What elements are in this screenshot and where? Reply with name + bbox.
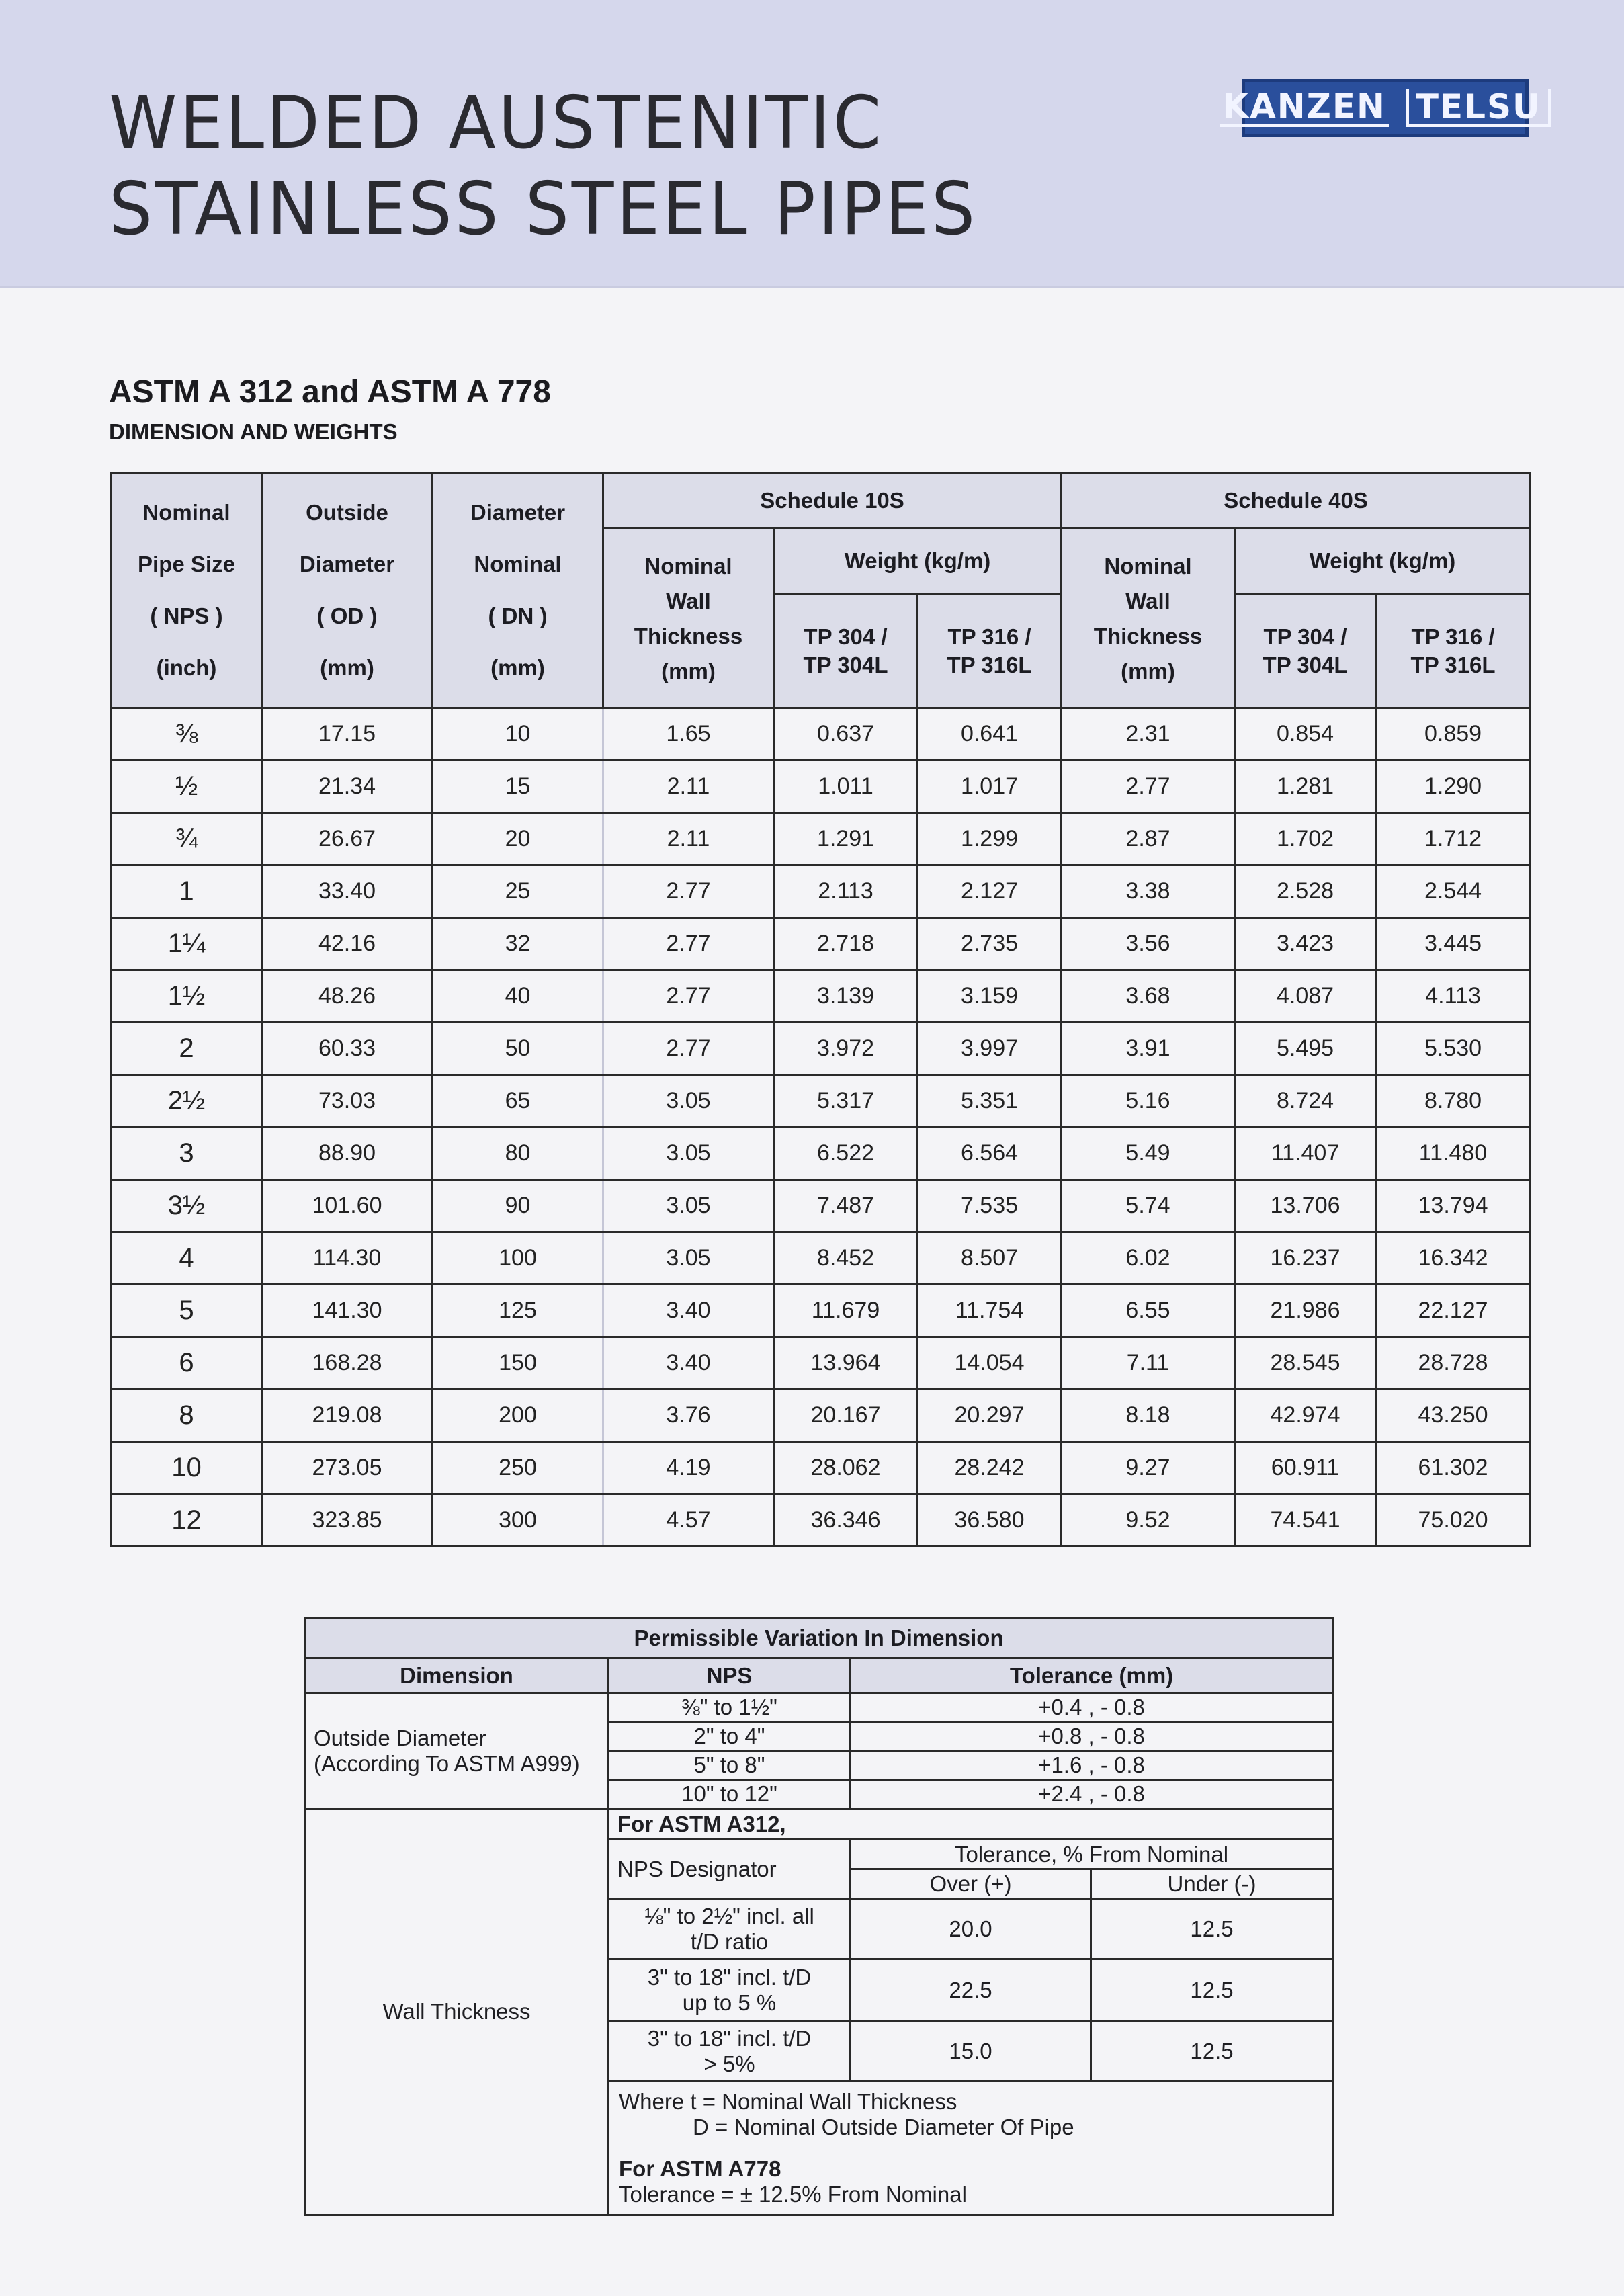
note-line: Where t = Nominal Wall Thickness xyxy=(619,2089,957,2114)
header-dn-line: ( DN ) xyxy=(488,603,548,629)
header-weight-10s: Weight (kg/m) xyxy=(774,528,1062,594)
header-nps-line: (inch) xyxy=(156,655,217,681)
header-od-line: (mm) xyxy=(320,655,374,681)
cell-nominal-diameter: 32 xyxy=(433,918,603,970)
od-nps: 2" to 4" xyxy=(609,1722,851,1751)
dimension-table-body xyxy=(112,708,1531,1547)
header-nps xyxy=(112,473,262,708)
wall-under: 12.5 xyxy=(1091,1959,1333,2021)
note-line: D = Nominal Outside Diameter Of Pipe xyxy=(693,2115,1074,2139)
cell-wall-40s: 7.11 xyxy=(1062,1337,1235,1390)
cell-nominal-diameter: 250 xyxy=(433,1442,603,1494)
cell-nps: 2½ xyxy=(112,1075,262,1128)
table-row xyxy=(112,1337,1531,1390)
od-label-line: Outside Diameter xyxy=(314,1725,486,1750)
cell-weight-304-10s: 6.522 xyxy=(774,1128,918,1180)
header-wall-line: Nominal xyxy=(1104,553,1192,579)
cell-outside-diameter: 48.26 xyxy=(262,970,433,1023)
cell-nps: ⅜ xyxy=(112,708,262,761)
wall-nps xyxy=(609,1899,851,1959)
cell-outside-diameter: 26.67 xyxy=(262,813,433,865)
wall-under: 12.5 xyxy=(1091,1899,1333,1959)
note-spacer xyxy=(619,2140,1322,2156)
tolerance-from-nominal: Tolerance, % From Nominal xyxy=(851,1840,1333,1869)
header-tp-line: TP 304L xyxy=(803,652,888,677)
cell-nps: 2 xyxy=(112,1023,262,1075)
table-row xyxy=(112,1390,1531,1442)
cell-weight-316-40s: 2.544 xyxy=(1376,865,1531,918)
cell-wall-10s: 3.05 xyxy=(603,1232,774,1285)
table-row xyxy=(112,1128,1531,1180)
cell-outside-diameter: 21.34 xyxy=(262,761,433,813)
wall-nps xyxy=(609,1959,851,2021)
header-tp-line: TP 316 / xyxy=(1411,624,1495,649)
dimension-weights-table xyxy=(110,472,1531,1547)
table-row xyxy=(112,865,1531,918)
cell-wall-10s: 3.76 xyxy=(603,1390,774,1442)
cell-outside-diameter: 323.85 xyxy=(262,1494,433,1547)
nps-designator: NPS Designator xyxy=(609,1840,851,1899)
wall-nps-line: up to 5 % xyxy=(682,1990,777,2015)
table-row xyxy=(112,708,1531,761)
table-row xyxy=(112,1075,1531,1128)
cell-wall-10s: 2.11 xyxy=(603,761,774,813)
col-tolerance: Tolerance (mm) xyxy=(851,1658,1333,1693)
cell-wall-10s: 3.40 xyxy=(603,1285,774,1337)
cell-nps: 3½ xyxy=(112,1180,262,1232)
cell-outside-diameter: 60.33 xyxy=(262,1023,433,1075)
wall-nps-line: > 5% xyxy=(703,2051,755,2076)
col-dimension: Dimension xyxy=(305,1658,609,1693)
cell-nominal-diameter: 50 xyxy=(433,1023,603,1075)
cell-weight-304-40s: 0.854 xyxy=(1235,708,1376,761)
cell-weight-316-10s: 2.735 xyxy=(918,918,1062,970)
cell-weight-316-10s: 1.017 xyxy=(918,761,1062,813)
wall-nps-line: t/D ratio xyxy=(690,1928,769,1954)
header-wall-line: Nominal xyxy=(644,553,732,579)
cell-weight-316-10s: 36.580 xyxy=(918,1494,1062,1547)
wall-thickness-label: Wall Thickness xyxy=(305,1809,609,2215)
cell-weight-316-10s: 28.242 xyxy=(918,1442,1062,1494)
cell-wall-10s: 3.05 xyxy=(603,1075,774,1128)
header-dn-line: Nominal xyxy=(474,551,562,577)
od-nps: 10" to 12" xyxy=(609,1780,851,1809)
header-weight-40s: Weight (kg/m) xyxy=(1235,528,1531,594)
cell-weight-304-10s: 36.346 xyxy=(774,1494,918,1547)
header-nps-line: Nominal xyxy=(142,499,230,525)
wall-over: 20.0 xyxy=(851,1899,1091,1959)
brand-logo xyxy=(1222,79,1541,137)
cell-nominal-diameter: 90 xyxy=(433,1180,603,1232)
cell-wall-40s: 5.49 xyxy=(1062,1128,1235,1180)
under-label: Under (-) xyxy=(1091,1869,1333,1899)
cell-weight-316-10s: 1.299 xyxy=(918,813,1062,865)
cell-weight-304-40s: 13.706 xyxy=(1235,1180,1376,1232)
cell-nominal-diameter: 80 xyxy=(433,1128,603,1180)
cell-nominal-diameter: 200 xyxy=(433,1390,603,1442)
cell-weight-316-40s: 75.020 xyxy=(1376,1494,1531,1547)
cell-wall-10s: 2.11 xyxy=(603,813,774,865)
cell-weight-316-40s: 28.728 xyxy=(1376,1337,1531,1390)
header-tp-line: TP 316 / xyxy=(947,624,1031,649)
cell-weight-316-10s: 6.564 xyxy=(918,1128,1062,1180)
cell-weight-304-40s: 21.986 xyxy=(1235,1285,1376,1337)
variation-title: Permissible Variation In Dimension xyxy=(305,1618,1333,1658)
cell-weight-304-10s: 3.972 xyxy=(774,1023,918,1075)
cell-wall-40s: 3.38 xyxy=(1062,865,1235,918)
cell-weight-316-40s: 3.445 xyxy=(1376,918,1531,970)
table-row xyxy=(112,1285,1531,1337)
header-schedule-40s: Schedule 40S xyxy=(1062,473,1531,528)
cell-nominal-diameter: 10 xyxy=(433,708,603,761)
cell-outside-diameter: 141.30 xyxy=(262,1285,433,1337)
header-od-line: ( OD ) xyxy=(316,603,378,629)
header-tp-line: TP 304L xyxy=(1263,652,1348,677)
cell-weight-316-10s: 11.754 xyxy=(918,1285,1062,1337)
cell-nps: 4 xyxy=(112,1232,262,1285)
cell-wall-10s: 2.77 xyxy=(603,865,774,918)
cell-weight-304-10s: 1.011 xyxy=(774,761,918,813)
permissible-variation-table xyxy=(304,1617,1334,2216)
cell-nps: 5 xyxy=(112,1285,262,1337)
cell-weight-304-10s: 7.487 xyxy=(774,1180,918,1232)
cell-wall-40s: 3.68 xyxy=(1062,970,1235,1023)
cell-wall-40s: 2.31 xyxy=(1062,708,1235,761)
cell-wall-40s: 9.27 xyxy=(1062,1442,1235,1494)
cell-weight-304-40s: 11.407 xyxy=(1235,1128,1376,1180)
table-row xyxy=(112,970,1531,1023)
logo-word-2: TELSU xyxy=(1406,89,1551,127)
cell-weight-316-40s: 8.780 xyxy=(1376,1075,1531,1128)
table-row xyxy=(112,1442,1531,1494)
cell-weight-316-40s: 16.342 xyxy=(1376,1232,1531,1285)
od-label xyxy=(305,1693,609,1809)
cell-nominal-diameter: 125 xyxy=(433,1285,603,1337)
cell-wall-40s: 6.55 xyxy=(1062,1285,1235,1337)
title-line-1: WELDED AUSTENITIC xyxy=(109,81,884,165)
title-line-2: STAINLESS STEEL PIPES xyxy=(109,167,978,251)
table-row xyxy=(112,918,1531,970)
page-title xyxy=(109,81,978,253)
wall-nps xyxy=(609,2021,851,2082)
header-tp-line: TP 304 / xyxy=(1263,624,1347,649)
cell-wall-40s: 6.02 xyxy=(1062,1232,1235,1285)
cell-outside-diameter: 42.16 xyxy=(262,918,433,970)
cell-nps: 6 xyxy=(112,1337,262,1390)
logo-word-1: KANZEN xyxy=(1220,89,1389,127)
cell-wall-40s: 8.18 xyxy=(1062,1390,1235,1442)
section-title: ASTM A 312 and ASTM A 778 xyxy=(109,374,551,410)
table-row xyxy=(112,1494,1531,1547)
cell-weight-304-40s: 5.495 xyxy=(1235,1023,1376,1075)
cell-nominal-diameter: 100 xyxy=(433,1232,603,1285)
cell-wall-40s: 5.74 xyxy=(1062,1180,1235,1232)
cell-weight-304-40s: 2.528 xyxy=(1235,865,1376,918)
cell-weight-316-40s: 1.290 xyxy=(1376,761,1531,813)
wall-under: 12.5 xyxy=(1091,2021,1333,2082)
header-wall-line: Wall xyxy=(666,588,711,613)
header-tp304-10s xyxy=(774,594,918,708)
cell-wall-10s: 4.57 xyxy=(603,1494,774,1547)
cell-weight-304-40s: 74.541 xyxy=(1235,1494,1376,1547)
cell-weight-304-10s: 8.452 xyxy=(774,1232,918,1285)
cell-weight-304-40s: 60.911 xyxy=(1235,1442,1376,1494)
cell-weight-304-40s: 4.087 xyxy=(1235,970,1376,1023)
header-wall-40s xyxy=(1062,528,1235,708)
tolerance-notes xyxy=(609,2082,1333,2215)
cell-weight-316-10s: 20.297 xyxy=(918,1390,1062,1442)
cell-weight-304-10s: 20.167 xyxy=(774,1390,918,1442)
cell-weight-316-10s: 2.127 xyxy=(918,865,1062,918)
cell-wall-40s: 2.77 xyxy=(1062,761,1235,813)
header-dn-line: Diameter xyxy=(470,499,566,525)
cell-nominal-diameter: 40 xyxy=(433,970,603,1023)
header-wall-line: Thickness xyxy=(1093,623,1203,648)
table-row xyxy=(112,1023,1531,1075)
cell-wall-40s: 3.56 xyxy=(1062,918,1235,970)
header-tp316-10s xyxy=(918,594,1062,708)
cell-outside-diameter: 17.15 xyxy=(262,708,433,761)
col-nps: NPS xyxy=(609,1658,851,1693)
cell-wall-10s: 2.77 xyxy=(603,970,774,1023)
cell-weight-316-40s: 43.250 xyxy=(1376,1390,1531,1442)
wall-over: 15.0 xyxy=(851,2021,1091,2082)
cell-nominal-diameter: 25 xyxy=(433,865,603,918)
cell-nps: ½ xyxy=(112,761,262,813)
cell-weight-304-40s: 1.702 xyxy=(1235,813,1376,865)
cell-outside-diameter: 219.08 xyxy=(262,1390,433,1442)
cell-weight-304-40s: 28.545 xyxy=(1235,1337,1376,1390)
od-nps: ⅜" to 1½" xyxy=(609,1693,851,1722)
cell-wall-40s: 3.91 xyxy=(1062,1023,1235,1075)
cell-nominal-diameter: 20 xyxy=(433,813,603,865)
od-nps: 5" to 8" xyxy=(609,1751,851,1780)
header-wall-line: Wall xyxy=(1125,588,1170,613)
cell-weight-304-10s: 5.317 xyxy=(774,1075,918,1128)
a778-heading: For ASTM A778 xyxy=(619,2156,781,2181)
header-dn xyxy=(433,473,603,708)
cell-wall-10s: 3.05 xyxy=(603,1180,774,1232)
cell-weight-316-10s: 7.535 xyxy=(918,1180,1062,1232)
cell-nominal-diameter: 300 xyxy=(433,1494,603,1547)
wall-nps-line: ⅛" to 2½" incl. all xyxy=(644,1903,814,1928)
a312-heading: For ASTM A312, xyxy=(609,1809,1333,1840)
cell-weight-316-40s: 13.794 xyxy=(1376,1180,1531,1232)
table-row xyxy=(112,1232,1531,1285)
cell-weight-304-10s: 2.113 xyxy=(774,865,918,918)
header-od xyxy=(262,473,433,708)
cell-wall-10s: 2.77 xyxy=(603,918,774,970)
section-subtitle: DIMENSION AND WEIGHTS xyxy=(109,419,398,444)
cell-weight-304-10s: 1.291 xyxy=(774,813,918,865)
cell-weight-304-40s: 42.974 xyxy=(1235,1390,1376,1442)
cell-nominal-diameter: 65 xyxy=(433,1075,603,1128)
table-row xyxy=(112,1180,1531,1232)
od-label-line: (According To ASTM A999) xyxy=(314,1750,580,1776)
header-dn-line: (mm) xyxy=(490,655,545,681)
cell-weight-304-40s: 16.237 xyxy=(1235,1232,1376,1285)
cell-nps: 1 xyxy=(112,865,262,918)
header-tp-line: TP 304 / xyxy=(804,624,888,649)
cell-weight-316-10s: 3.997 xyxy=(918,1023,1062,1075)
cell-nps: 3 xyxy=(112,1128,262,1180)
cell-weight-316-10s: 3.159 xyxy=(918,970,1062,1023)
cell-nps: ¾ xyxy=(112,813,262,865)
cell-nps: 12 xyxy=(112,1494,262,1547)
cell-weight-316-40s: 1.712 xyxy=(1376,813,1531,865)
cell-weight-304-10s: 2.718 xyxy=(774,918,918,970)
header-wall-line: (mm) xyxy=(661,658,716,683)
cell-weight-316-40s: 11.480 xyxy=(1376,1128,1531,1180)
cell-nps: 1½ xyxy=(112,970,262,1023)
cell-weight-316-40s: 22.127 xyxy=(1376,1285,1531,1337)
cell-weight-316-40s: 0.859 xyxy=(1376,708,1531,761)
header-wall-10s xyxy=(603,528,774,708)
cell-outside-diameter: 114.30 xyxy=(262,1232,433,1285)
od-tolerance: +2.4 , - 0.8 xyxy=(851,1780,1333,1809)
cell-weight-316-10s: 5.351 xyxy=(918,1075,1062,1128)
cell-weight-304-10s: 11.679 xyxy=(774,1285,918,1337)
header-tp304-40s xyxy=(1235,594,1376,708)
table-row xyxy=(112,761,1531,813)
cell-nominal-diameter: 150 xyxy=(433,1337,603,1390)
cell-weight-316-10s: 8.507 xyxy=(918,1232,1062,1285)
cell-weight-304-10s: 28.062 xyxy=(774,1442,918,1494)
cell-weight-304-40s: 8.724 xyxy=(1235,1075,1376,1128)
cell-outside-diameter: 73.03 xyxy=(262,1075,433,1128)
cell-weight-316-40s: 61.302 xyxy=(1376,1442,1531,1494)
header-od-line: Diameter xyxy=(299,551,395,577)
cell-wall-10s: 3.40 xyxy=(603,1337,774,1390)
cell-wall-40s: 9.52 xyxy=(1062,1494,1235,1547)
header-nps-line: ( NPS ) xyxy=(150,603,223,629)
wall-nps-line: 3" to 18" incl. t/D xyxy=(647,1964,812,1990)
cell-weight-316-10s: 14.054 xyxy=(918,1337,1062,1390)
cell-wall-10s: 1.65 xyxy=(603,708,774,761)
a778-tolerance: Tolerance = ± 12.5% From Nominal xyxy=(619,2182,967,2207)
cell-weight-316-40s: 4.113 xyxy=(1376,970,1531,1023)
od-tolerance: +1.6 , - 0.8 xyxy=(851,1751,1333,1780)
header-od-line: Outside xyxy=(306,499,388,525)
cell-weight-316-40s: 5.530 xyxy=(1376,1023,1531,1075)
cell-outside-diameter: 168.28 xyxy=(262,1337,433,1390)
cell-weight-304-10s: 3.139 xyxy=(774,970,918,1023)
header-wall-line: Thickness xyxy=(634,623,743,648)
cell-weight-304-40s: 3.423 xyxy=(1235,918,1376,970)
header-schedule-10s: Schedule 10S xyxy=(603,473,1062,528)
cell-nominal-diameter: 15 xyxy=(433,761,603,813)
cell-outside-diameter: 88.90 xyxy=(262,1128,433,1180)
cell-outside-diameter: 273.05 xyxy=(262,1442,433,1494)
cell-wall-40s: 2.87 xyxy=(1062,813,1235,865)
table-row xyxy=(112,813,1531,865)
cell-nps: 10 xyxy=(112,1442,262,1494)
od-tolerance: +0.8 , - 0.8 xyxy=(851,1722,1333,1751)
header-tp316-40s xyxy=(1376,594,1531,708)
cell-wall-10s: 4.19 xyxy=(603,1442,774,1494)
wall-over: 22.5 xyxy=(851,1959,1091,2021)
cell-wall-40s: 5.16 xyxy=(1062,1075,1235,1128)
cell-weight-304-10s: 0.637 xyxy=(774,708,918,761)
wall-nps-line: 3" to 18" incl. t/D xyxy=(647,2025,812,2051)
cell-nps: 8 xyxy=(112,1390,262,1442)
cell-nps: 1¼ xyxy=(112,918,262,970)
cell-weight-304-40s: 1.281 xyxy=(1235,761,1376,813)
od-tolerance: +0.4 , - 0.8 xyxy=(851,1693,1333,1722)
cell-outside-diameter: 33.40 xyxy=(262,865,433,918)
over-label: Over (+) xyxy=(851,1869,1091,1899)
cell-weight-304-10s: 13.964 xyxy=(774,1337,918,1390)
header-wall-line: (mm) xyxy=(1121,658,1175,683)
header-tp-line: TP 316L xyxy=(947,652,1032,677)
header-nps-line: Pipe Size xyxy=(138,551,235,577)
cell-wall-10s: 2.77 xyxy=(603,1023,774,1075)
header-tp-line: TP 316L xyxy=(1410,652,1496,677)
cell-weight-316-10s: 0.641 xyxy=(918,708,1062,761)
cell-wall-10s: 3.05 xyxy=(603,1128,774,1180)
cell-outside-diameter: 101.60 xyxy=(262,1180,433,1232)
